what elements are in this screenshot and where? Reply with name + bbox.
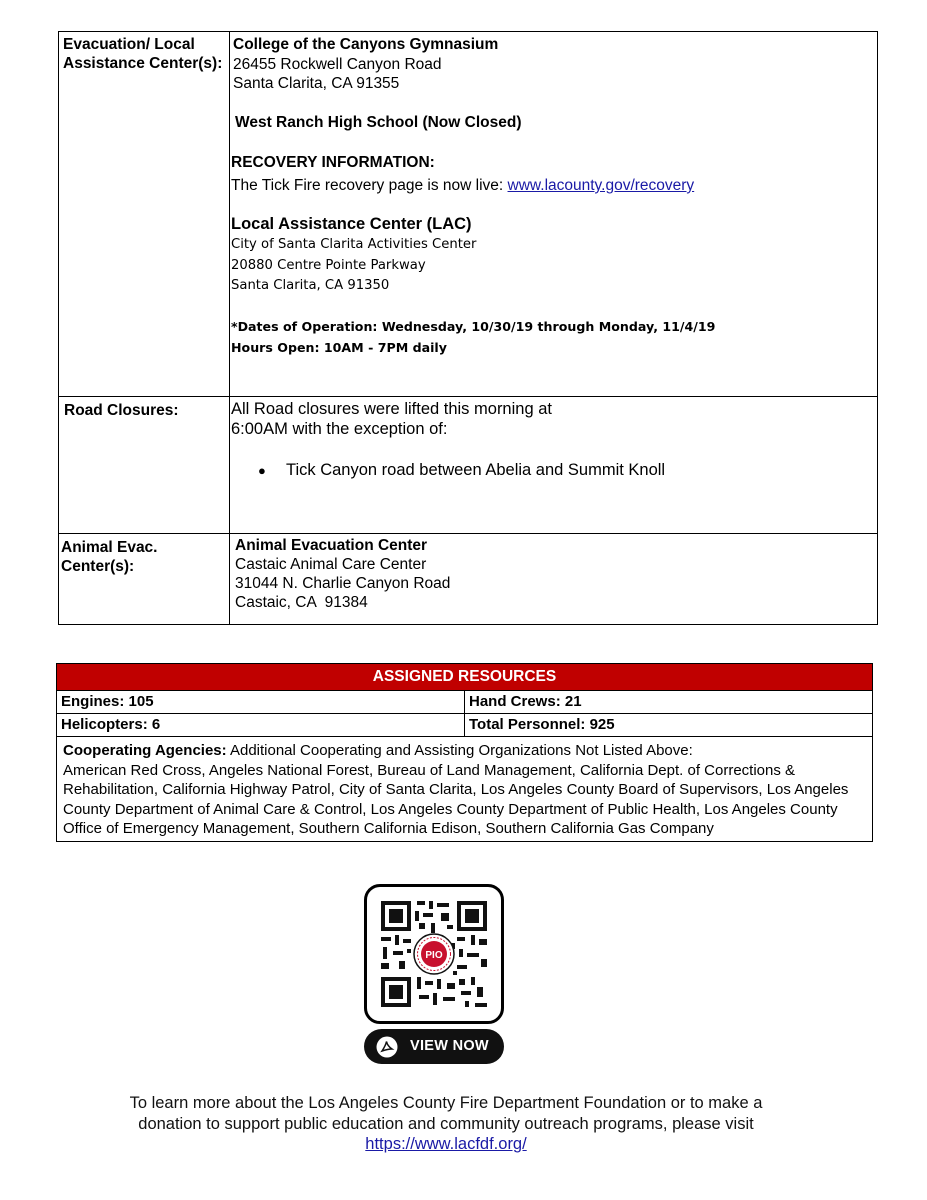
animal-line3: Castaic, CA 91384 xyxy=(235,594,368,611)
resources-title: ASSIGNED RESOURCES xyxy=(57,664,873,691)
bullet-dot: ● xyxy=(258,463,266,478)
evac-content-cell xyxy=(230,32,878,397)
animal-label-cell xyxy=(59,534,230,625)
evac-label: Evacuation/ Local Assistance Center(s): xyxy=(63,36,223,72)
info-table xyxy=(58,31,878,625)
total-personnel: Total Personnel: 925 xyxy=(465,714,873,737)
lac-heading: Local Assistance Center (LAC) xyxy=(231,215,472,233)
recovery-line xyxy=(231,176,694,196)
road-line1: All Road closures were lifted this morning at xyxy=(231,400,552,418)
qr-code-graphic xyxy=(367,887,501,1021)
foundation-link[interactable]: https://www.lacfdf.org/ xyxy=(365,1135,527,1153)
qr-code[interactable] xyxy=(364,884,504,1024)
lac-addr1: City of Santa Clarita Activities Center xyxy=(231,237,477,252)
center1-addr1: 26455 Rockwell Canyon Road xyxy=(233,56,442,73)
center1-name: College of the Canyons Gymnasium xyxy=(233,36,499,53)
lac-addr3: Santa Clarita, CA 91350 xyxy=(231,278,390,293)
coop-intro: Additional Cooperating and Assisting Organizations Not Listed Above: xyxy=(226,742,693,759)
hand-crews-count: Hand Crews: 21 xyxy=(465,691,873,714)
footer-line2: donation to support public education and community outreach programs, please visit xyxy=(138,1114,754,1133)
road-row xyxy=(59,397,878,534)
cooperating-agencies xyxy=(57,737,873,842)
animal-line2: 31044 N. Charlie Canyon Road xyxy=(235,575,451,592)
recovery-link[interactable]: www.lacounty.gov/recovery xyxy=(507,177,695,194)
footer xyxy=(56,1093,836,1155)
animal-row xyxy=(59,534,878,625)
coop-label: Cooperating Agencies: xyxy=(63,742,227,759)
road-label: Road Closures: xyxy=(64,402,179,419)
helicopters-count: Helicopters: 6 xyxy=(57,714,465,737)
road-exception: Tick Canyon road between Abelia and Summit Knoll xyxy=(286,461,666,479)
view-now-button[interactable] xyxy=(364,1029,504,1064)
lac-addr2: 20880 Centre Pointe Parkway xyxy=(231,258,426,273)
center2-name: West Ranch High School (Now Closed) xyxy=(235,114,522,131)
center1-addr2: Santa Clarita, CA 91355 xyxy=(233,75,400,92)
lac-hours: Hours Open: 10AM - 7PM daily xyxy=(231,340,447,355)
road-label-cell xyxy=(59,397,230,534)
road-content-cell xyxy=(230,397,878,534)
animal-line1: Castaic Animal Care Center xyxy=(235,556,427,573)
recovery-text: The Tick Fire recovery page is now live: xyxy=(231,177,508,194)
animal-center-name: Animal Evacuation Center xyxy=(235,537,428,554)
animal-content-cell xyxy=(230,534,878,625)
footer-line1: To learn more about the Los Angeles County Fire Department Foundation or to make a xyxy=(129,1094,763,1112)
engines-count: Engines: 105 xyxy=(57,691,465,714)
evac-row xyxy=(59,32,878,397)
animal-label: Animal Evac. Center(s): xyxy=(61,539,158,575)
lac-dates: *Dates of Operation: Wednesday, 10/30/19 through Monday, 11/4/19 xyxy=(231,319,716,334)
pdf-icon xyxy=(376,1036,398,1058)
evac-label-cell xyxy=(59,32,230,397)
resources-table xyxy=(56,663,873,842)
coop-list: American Red Cross, Angeles National Forest, Bureau of Land Management, California Dept. of Corrections & Rehabilitation, California Highway Patrol, City of Santa Clarita, Los Angeles County Board of Supervisors, Los Angeles County Department of Animal Care & Control, Los Angeles County Department of Public Health, Los Angeles County Office of Emergency Management, Southern California Edison, Southern California Gas Company xyxy=(63,761,849,837)
road-line2: 6:00AM with the exception of: xyxy=(231,420,448,438)
qr-logo-text: PIO xyxy=(425,950,443,961)
recovery-heading: RECOVERY INFORMATION: xyxy=(231,154,435,171)
view-now-label: VIEW NOW xyxy=(410,1038,489,1054)
